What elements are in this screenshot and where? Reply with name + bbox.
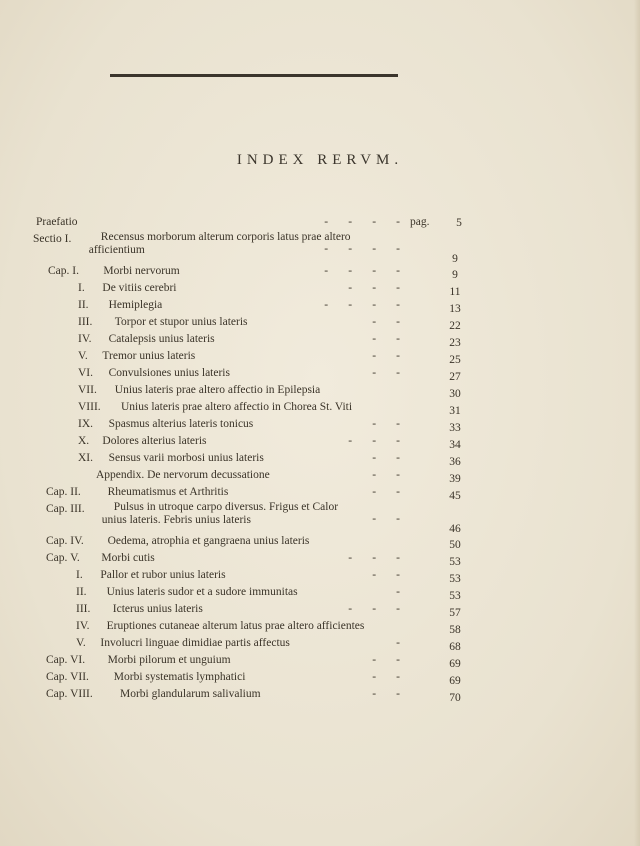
toc-entry-label: Cap. I. [48, 265, 79, 277]
toc-leader-dashes: - - [372, 367, 400, 379]
toc-entry-title: Tremor unius lateris [102, 350, 196, 362]
toc-entry-title: Spasmus alterius lateris tonicus [108, 418, 254, 430]
toc-page-number: 31 [449, 405, 461, 417]
toc-entry-label: X. [78, 435, 90, 447]
toc-entry [0, 533, 640, 550]
toc-page-number: 69 [449, 675, 461, 687]
toc-entry-title: Pallor et rubor unius lateris [100, 569, 226, 581]
toc-entry-title-continued: afficientium [88, 244, 145, 256]
toc-entry [0, 669, 640, 686]
toc-entry [0, 348, 640, 365]
toc-leader-dashes: - - [372, 469, 400, 481]
toc-page-number: 9 [452, 269, 458, 281]
toc-entry-title: Involucri linguae dimidiae partis affectus [100, 637, 290, 649]
toc-entry-label: Cap. IV. [46, 535, 84, 547]
toc-page-number: 53 [449, 573, 461, 585]
toc-entry-title: Catalepsis unius lateris [108, 333, 215, 345]
toc-page-number: 69 [449, 658, 461, 670]
toc-entry [0, 231, 640, 265]
page-title: INDEX RERVM. [236, 152, 404, 168]
toc-entry [0, 618, 640, 635]
toc-page-number: 27 [449, 371, 461, 383]
toc-entry-title: Morbi nervorum [103, 265, 180, 277]
toc-leader-dashes: - - - - [324, 216, 400, 228]
toc-page-number: 46 [449, 523, 461, 535]
toc-leader-dashes: - - [372, 688, 400, 700]
toc-entry-label: III. [78, 316, 93, 328]
page-column-label: pag. [410, 216, 430, 228]
toc-entry [0, 365, 640, 382]
toc-entry [0, 263, 640, 280]
toc-entry-title: Icterus unius lateris [112, 603, 203, 615]
toc-entry [0, 584, 640, 601]
toc-page-number: 22 [449, 320, 461, 332]
toc-entry-label: IV. [76, 620, 90, 632]
toc-entry-label: II. [78, 299, 89, 311]
toc-entry-title-continued: unius lateris. Febris unius lateris [101, 514, 251, 526]
toc-entry [0, 567, 640, 584]
toc-entry-label: IX. [78, 418, 94, 430]
toc-entry-title: Oedema, atrophia et gangraena unius lateris [107, 535, 310, 547]
toc-entry-label: V. [76, 637, 86, 649]
toc-entry-title: De vitiis cerebri [102, 282, 177, 294]
toc-entry-label: Sectio I. [33, 233, 72, 245]
toc-page-number: 58 [449, 624, 461, 636]
toc-entry-title: Rheumatismus et Arthritis [107, 486, 229, 498]
toc-entry-label: Cap. V. [46, 552, 80, 564]
toc-entry [0, 467, 640, 484]
toc-entry [0, 635, 640, 652]
toc-entry-label: Cap. VII. [46, 671, 89, 683]
toc-entry-title: Unius lateris prae altero affectio in Chorea St. Viti [121, 401, 353, 413]
toc-leader-dashes: - - [372, 513, 400, 525]
toc-entry-label: Cap. VI. [46, 654, 86, 666]
toc-entry [0, 399, 640, 416]
toc-entry-label: VI. [78, 367, 94, 379]
toc-page-number: 23 [449, 337, 461, 349]
toc-leader-dashes: - - [372, 654, 400, 666]
toc-leader-dashes: - - [372, 452, 400, 464]
toc-entry [0, 501, 640, 535]
toc-page-number: 57 [449, 607, 461, 619]
toc-leader-dashes: - [396, 586, 400, 598]
toc-leader-dashes: - - - - [324, 299, 400, 311]
toc-entry-label: V. [78, 350, 88, 362]
toc-leader-dashes: - - [372, 350, 400, 362]
toc-entry-title: Unius lateris prae altero affectio in Epilepsia [114, 384, 321, 396]
toc-leader-dashes: - - [372, 671, 400, 683]
toc-entry [0, 382, 640, 399]
page-edge [634, 0, 640, 846]
toc-entry [0, 331, 640, 348]
toc-page-number: 5 [456, 217, 462, 229]
toc-page-number: 34 [449, 439, 461, 451]
toc-entry [0, 652, 640, 669]
toc-entry [0, 450, 640, 467]
toc-entry-title: Eruptiones cutaneae alterum latus prae altero afficientes [106, 620, 365, 632]
toc-leader-dashes: - - - - [324, 243, 400, 255]
toc-entry-label: Cap. III. [46, 503, 85, 515]
toc-entry-label: VIII. [78, 401, 101, 413]
toc-entry [0, 416, 640, 433]
toc-entry-label: Cap. II. [46, 486, 81, 498]
toc-entry-title: Morbi glandularum salivalium [120, 688, 261, 700]
toc-page-number: 25 [449, 354, 461, 366]
toc-entry-title: Recensus morborum alterum corporis latus prae altero [100, 231, 351, 243]
toc-page-number: 30 [449, 388, 461, 400]
toc-entry-title: Pulsus in utroque carpo diversus. Frigus et Calor [113, 501, 339, 513]
toc-page-number: 50 [449, 539, 461, 551]
header-rule [110, 74, 398, 77]
toc-page-number: 33 [449, 422, 461, 434]
toc-entry-label: II. [76, 586, 87, 598]
toc-entry [0, 433, 640, 450]
toc-entry-title: Unius lateris sudor et a sudore immunitas [106, 586, 298, 598]
toc-entry-title: Dolores alterius lateris [102, 435, 207, 447]
toc-entry-title: Morbi cutis [101, 552, 155, 564]
toc-entry-label: Cap. VIII. [46, 688, 93, 700]
toc-page-number: 9 [452, 253, 458, 265]
toc-entry-title: Appendix. De nervorum decussatione [96, 469, 270, 481]
toc-entry [0, 601, 640, 618]
toc-leader-dashes: - - - - [324, 265, 400, 277]
toc-entry-label: VII. [78, 384, 97, 396]
toc-entry-label: XI. [78, 452, 94, 464]
toc-leader-dashes: - - [372, 569, 400, 581]
toc-entry-label: Praefatio [36, 216, 78, 228]
toc-page-number: 68 [449, 641, 461, 653]
toc-leader-dashes: - - - [348, 552, 400, 564]
toc-entry-label: III. [76, 603, 91, 615]
toc-page-number: 70 [449, 692, 461, 704]
toc-entry [0, 314, 640, 331]
toc-entry [0, 686, 640, 703]
toc-entry-title: Morbi pilorum et unguium [107, 654, 231, 666]
toc-leader-dashes: - - - [348, 282, 400, 294]
toc-entry-title: Hemiplegia [108, 299, 163, 311]
toc-entry-title: Sensus varii morbosi unius lateris [108, 452, 264, 464]
toc-page-number: 36 [449, 456, 461, 468]
toc-entry-label: I. [78, 282, 85, 294]
toc-entry-title: Torpor et stupor unius lateris [114, 316, 248, 328]
toc-leader-dashes: - - [372, 486, 400, 498]
toc-page-number: 11 [449, 286, 461, 298]
toc-entry-label: I. [76, 569, 83, 581]
toc-leader-dashes: - - - [348, 603, 400, 615]
toc-entry-title: Convulsiones unius lateris [108, 367, 230, 379]
toc-entry [0, 280, 640, 297]
toc-entry-title: Morbi systematis lymphatici [113, 671, 246, 683]
toc-leader-dashes: - - [372, 418, 400, 430]
toc-leader-dashes: - - - [348, 435, 400, 447]
toc-entry [0, 550, 640, 567]
toc-page-number: 53 [449, 556, 461, 568]
toc-page-number: 39 [449, 473, 461, 485]
toc-page-number: 53 [449, 590, 461, 602]
toc-leader-dashes: - - [372, 333, 400, 345]
toc-leader-dashes: - [396, 637, 400, 649]
toc-page-number: 45 [449, 490, 461, 502]
toc-entry-label: IV. [78, 333, 92, 345]
toc-entry [0, 297, 640, 314]
toc-leader-dashes: - - [372, 316, 400, 328]
toc-page-number: 13 [449, 303, 461, 315]
